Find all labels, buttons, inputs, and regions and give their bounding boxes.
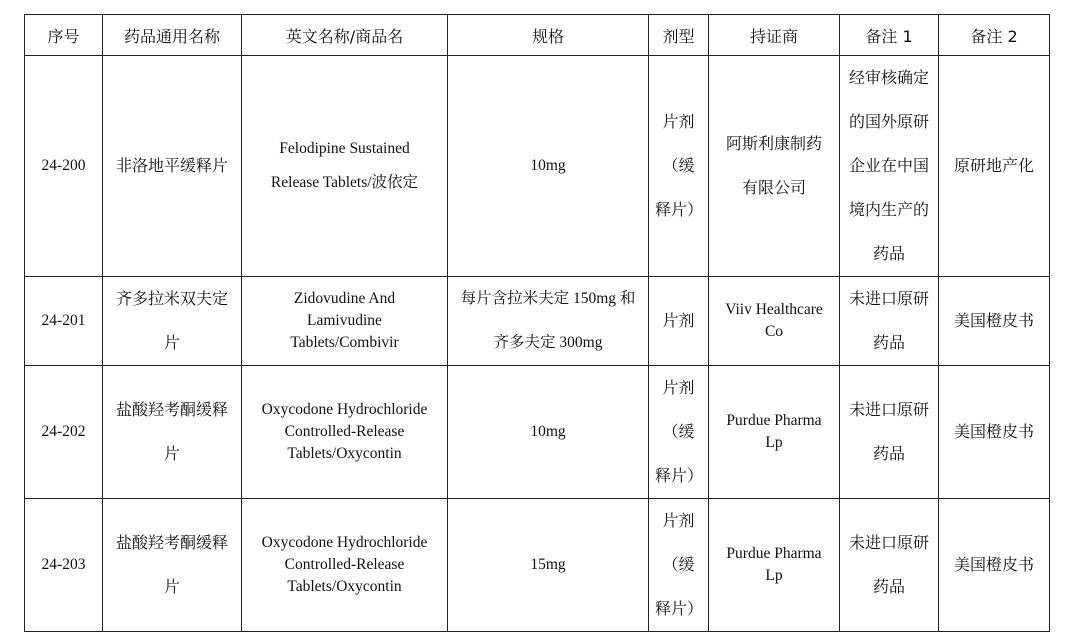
table-header-row <box>25 15 1050 56</box>
holder-text: Purdue Pharma Lp <box>726 545 822 584</box>
english-name-text: Oxycodone Hydrochloride Controlled-Release Tablets/Oxycontin <box>261 401 428 462</box>
cell-dosage-form <box>649 366 709 499</box>
dosage-form-text: 片剂 <box>662 311 695 330</box>
cell-holder <box>709 366 840 499</box>
cell-holder <box>709 56 840 277</box>
spec-text: 15mg <box>530 556 566 573</box>
generic-name-text: 盐酸羟考酮缓释 片 <box>115 533 228 596</box>
table-row <box>25 56 1050 277</box>
header-remark-1: 备注 1 <box>840 15 939 56</box>
cell-spec <box>448 56 649 277</box>
remark-2-text: 原研地产化 <box>953 156 1034 175</box>
cell-seq <box>25 499 103 632</box>
cell-remark-2 <box>939 499 1050 632</box>
holder-text: Purdue Pharma Lp <box>726 412 822 451</box>
table-row <box>25 277 1050 366</box>
spec-text: 10mg <box>530 423 566 440</box>
seq-text: 24-201 <box>41 312 86 329</box>
header-english-name: 英文名称/商品名 <box>242 15 448 56</box>
remark-1-text: 经审核确定 的国外原研 企业在中国 境内生产的 药品 <box>848 68 929 263</box>
header-dosage-form: 剂型 <box>649 15 709 56</box>
cell-dosage-form <box>649 277 709 366</box>
drug-list-table <box>24 14 1050 632</box>
cell-generic-name <box>103 56 242 277</box>
header-holder: 持证商 <box>709 15 840 56</box>
remark-1-text: 未进口原研 药品 <box>848 400 929 463</box>
cell-spec <box>448 277 649 366</box>
generic-name-text: 齐多拉米双夫定 片 <box>115 289 228 352</box>
dosage-form-text: 片剂 （缓 释片） <box>655 112 704 219</box>
seq-text: 24-200 <box>41 157 86 174</box>
cell-remark-2 <box>939 366 1050 499</box>
cell-remark-1 <box>840 277 939 366</box>
spec-text: 10mg <box>530 157 566 174</box>
cell-dosage-form <box>649 499 709 632</box>
header-seq: 序号 <box>25 15 103 56</box>
dosage-form-text: 片剂 （缓 释片） <box>655 511 704 618</box>
cell-remark-1 <box>840 499 939 632</box>
table-row <box>25 366 1050 499</box>
english-name-text: Zidovudine And Lamivudine Tablets/Combivir <box>290 290 399 351</box>
remark-1-text: 未进口原研 药品 <box>848 289 929 352</box>
seq-text: 24-203 <box>41 556 86 573</box>
cell-holder <box>709 277 840 366</box>
holder-text: Viiv Healthcare Co <box>725 301 823 340</box>
seq-text: 24-202 <box>41 423 86 440</box>
generic-name-text: 盐酸羟考酮缓释 片 <box>115 400 228 463</box>
holder-text: 阿斯利康制药 有限公司 <box>725 134 822 197</box>
cell-english-name <box>242 277 448 366</box>
header-generic-name: 药品通用名称 <box>103 15 242 56</box>
table-row <box>25 499 1050 632</box>
english-name-text: Felodipine Sustained Release Tablets/波依定 <box>270 140 419 191</box>
dosage-form-text: 片剂 （缓 释片） <box>655 378 704 485</box>
english-name-text: Oxycodone Hydrochloride Controlled-Release Tablets/Oxycontin <box>261 534 428 595</box>
cell-seq <box>25 277 103 366</box>
cell-remark-1 <box>840 56 939 277</box>
cell-english-name <box>242 56 448 277</box>
header-remark-2: 备注 2 <box>939 15 1050 56</box>
cell-remark-2 <box>939 56 1050 277</box>
cell-holder <box>709 499 840 632</box>
cell-remark-2 <box>939 277 1050 366</box>
cell-generic-name <box>103 277 242 366</box>
cell-remark-1 <box>840 366 939 499</box>
spec-text: 每片含拉米夫定 150mg 和 齐多夫定 300mg <box>460 290 636 351</box>
remark-2-text: 美国橙皮书 <box>953 311 1034 330</box>
cell-dosage-form <box>649 56 709 277</box>
cell-spec <box>448 499 649 632</box>
remark-1-text: 未进口原研 药品 <box>848 533 929 596</box>
cell-seq <box>25 366 103 499</box>
cell-generic-name <box>103 499 242 632</box>
cell-spec <box>448 366 649 499</box>
remark-2-text: 美国橙皮书 <box>953 422 1034 441</box>
cell-english-name <box>242 366 448 499</box>
generic-name-text: 非洛地平缓释片 <box>115 156 228 175</box>
cell-seq <box>25 56 103 277</box>
remark-2-text: 美国橙皮书 <box>953 555 1034 574</box>
cell-english-name <box>242 499 448 632</box>
header-spec: 规格 <box>448 15 649 56</box>
cell-generic-name <box>103 366 242 499</box>
